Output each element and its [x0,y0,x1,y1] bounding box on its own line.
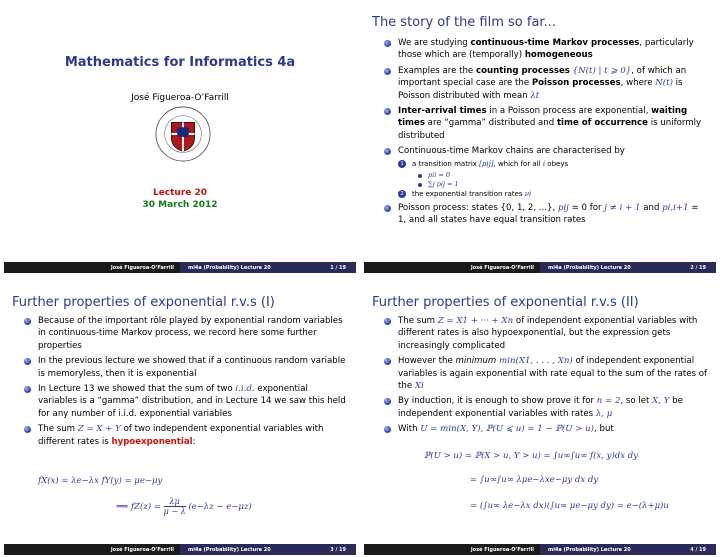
equation-line-3: = (∫u∞ λe−λx dx)(∫u∞ μe−μy dy) = e−(λ+μ)u [470,501,669,511]
bullet-item: We are studying continuous-time Markov processes, particularly those which are (temporally) homogeneous [380,37,708,62]
slide-footer [4,262,356,273]
numbered-item-2: 2 the exponential transition rates νi [380,189,708,199]
slide-1-date: 30 March 2012 [142,200,218,210]
footer-course: mi4a (Probability) Lecture 20 [548,546,631,553]
slide-3-bullets [20,315,348,451]
footer-page: 2 / 19 [690,264,706,271]
sub-bullet-item: ∑j pij = 1 [380,180,708,189]
bullet-item: With U = min(X, Y), ℙ(U ⩽ u) = 1 − ℙ(U > u), but [380,423,708,435]
footer-page: 3 / 19 [330,546,346,553]
bullet-item: However the minimum min(X1, . . . , Xn) of independent exponential variables is again exponential with rate equal to the sum of the rates of the Xi [380,355,708,392]
slide-3-title: Further properties of exponential r.v.s (I) [12,295,275,310]
slide-2-bullets [380,37,708,229]
bullet-item: Poisson process: states {0, 1, 2, ...}, pij = 0 for j ≠ i + 1 and pi,i+1 = 1, and all states have equal transition rates [380,202,708,227]
slide-footer [364,544,716,555]
footer-author: José Figueroa-O’Farrill [110,264,174,271]
slide-1-author: José Figueroa-O’Farrill [131,93,229,103]
equation-hypoexponential: ⟹ fZ(z) = $\frac{\lambda\mu}{\mu - \lambda}$ (e−λz − e−μz) [116,497,252,516]
footer-page: 1 / 19 [330,264,346,271]
slide-4 [364,283,716,555]
footer-page: 4 / 19 [690,546,706,553]
slide-3 [4,283,356,555]
bullet-item: The sum Z = X + Y of two independent exponential variables with different rates is hypoexponential: [20,423,348,448]
bullet-item: In Lecture 13 we showed that the sum of two i.i.d. exponential variables is a “gamma” distribution, and in Lecture 14 we saw this held for any number of i.i.d. exponential variables [20,383,348,420]
bullet-item: Examples are the counting processes {N(t) | t ⩾ 0}, of which an important special case are the Poisson processes, where N(t) is Poisson distributed with mean λt [380,65,708,102]
equation-densities: fX(x) = λe−λx fY(y) = μe−μy [38,476,163,486]
bullet-item: Continuous-time Markov chains are characterised by [380,145,708,157]
slide-2-title: The story of the film so far... [372,15,556,30]
slide-1-lecture: Lecture 20 [152,188,208,198]
slide-1 [4,1,356,273]
footer-author: José Figueroa-O’Farrill [470,264,534,271]
bullet-item: Inter-arrival times in a Poisson process are exponential, waiting times are “gamma” distributed and time of occurrence is uniformly distributed [380,105,708,142]
sub-bullet-item: pii = 0 [380,171,708,180]
bullet-item: Because of the important rôle played by exponential random variables in continuous-time Markov process, we record here some further properties [20,315,348,352]
slide-4-title: Further properties of exponential r.v.s (II) [372,295,639,310]
equation-line-2: = ∫u∞∫u∞ λμe−λxe−μy dx dy [470,475,599,485]
footer-course: mi4a (Probability) Lecture 20 [548,264,631,271]
footer-author: José Figueroa-O’Farrill [110,546,174,553]
slide-1-title: Mathematics for Informatics 4a [64,55,296,70]
bullet-item: The sum Z = X1 + ··· + Xn of independent exponential variables with different rates is also hypoexponential, but the expression gets increasingly complicated [380,315,708,352]
equation-line-1: ℙ(U > u) = ℙ(X > u, Y > u) = ∫u∞∫u∞ f(x, y)dx dy [424,451,638,461]
footer-course: mi4a (Probability) Lecture 20 [188,546,271,553]
numbered-item-1: 1 a transition matrix [pij], which for all i obeys [380,159,708,169]
bullet-item: By induction, it is enough to show prove it for n = 2, so let X, Y be independent exponential variables with rates λ, μ [380,395,708,420]
bullet-item: In the previous lecture we showed that if a continuous random variable is memoryless, then it is exponential [20,355,348,380]
slide-2 [364,1,716,273]
footer-author: José Figueroa-O’Farrill [470,546,534,553]
footer-course: mi4a (Probability) Lecture 20 [188,264,271,271]
slide-footer [364,262,716,273]
university-crest-logo [154,105,212,163]
slide-4-bullets [380,315,708,439]
slide-footer [4,544,356,555]
